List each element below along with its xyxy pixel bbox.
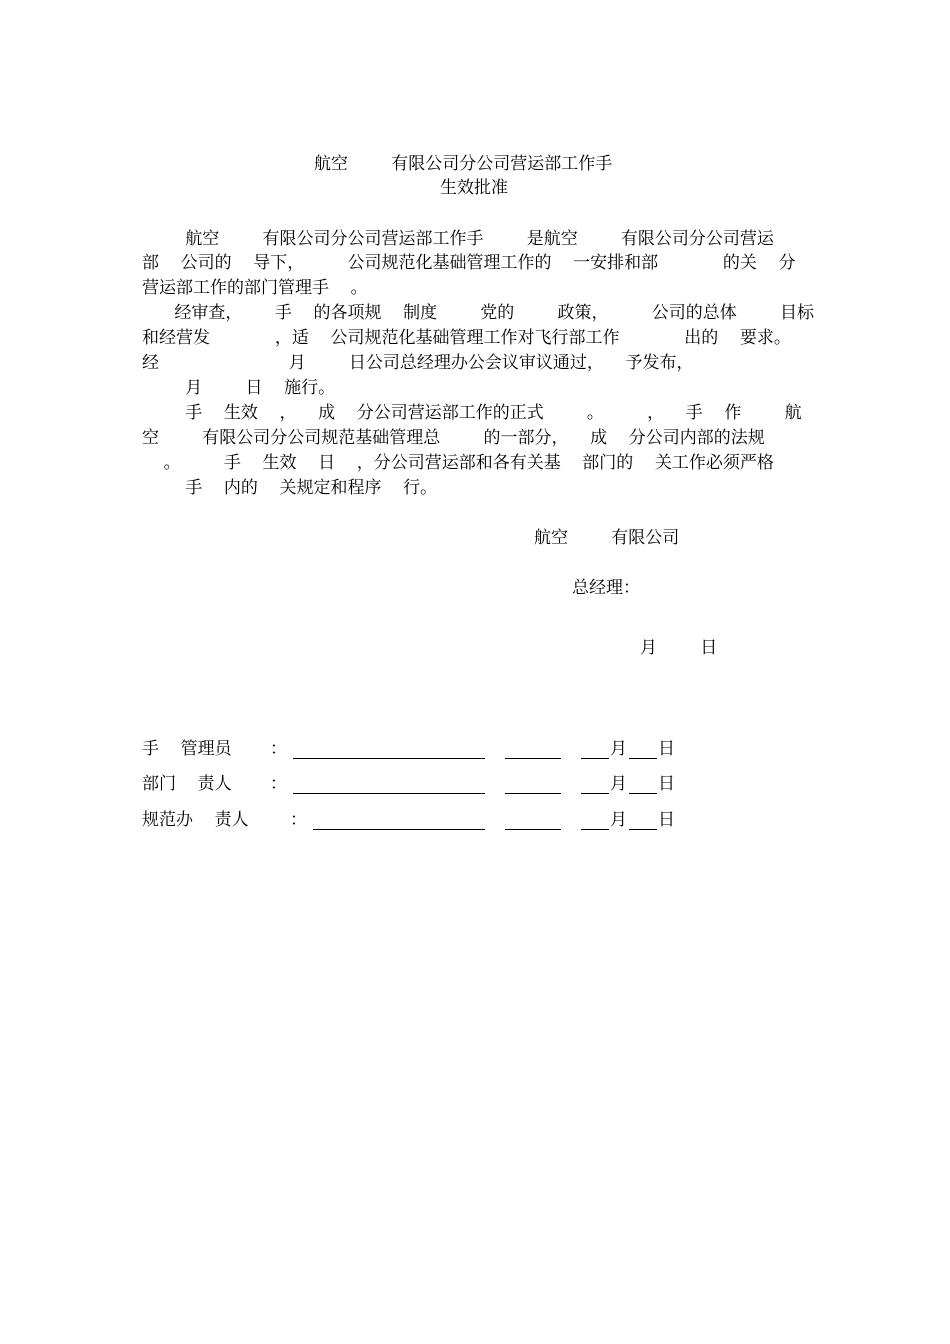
month-label: 月 <box>610 774 627 794</box>
body-line: 航空 有限公司分公司营运部工作手 是航空 有限公司分公司营运 <box>142 229 774 249</box>
day-blank[interactable] <box>629 793 657 794</box>
signature-manager: 总经理： <box>572 578 640 598</box>
day-label: 日 <box>658 774 675 794</box>
day-label: 日 <box>658 810 675 830</box>
year-blank[interactable] <box>505 793 561 794</box>
signature-blank[interactable] <box>313 829 485 830</box>
year-blank[interactable] <box>505 758 561 759</box>
body-line: 手 生效 ， 成 分公司营运部工作的正式 。 ， 手 作 航 <box>142 403 802 423</box>
body-line: 营运部工作的部门管理手 。 <box>142 278 368 298</box>
month-label: 月 <box>610 810 627 830</box>
signoff-label: 部门 责人 <box>142 774 232 794</box>
signoff-label: 规范办 责人 <box>142 810 249 830</box>
month-blank[interactable] <box>581 829 609 830</box>
day-blank[interactable] <box>629 829 657 830</box>
body-line: 经审查， 手 的各项规 制度 党的 政策， 公司的总体 目标 <box>142 303 814 323</box>
signoff-colon: ： <box>270 739 287 759</box>
signoff-label: 手 管理员 <box>142 739 232 759</box>
body-line: 手 内的 关规定和程序 行。 <box>142 478 438 498</box>
body-line: 月 日 施行。 <box>142 378 336 398</box>
signature-company: 航空 有限公司 <box>534 528 680 548</box>
month-blank[interactable] <box>581 793 609 794</box>
signature-blank[interactable] <box>293 793 485 794</box>
signature-date: 月 日 <box>640 638 718 658</box>
signature-blank[interactable] <box>293 758 485 759</box>
signoff-colon: ： <box>270 774 287 794</box>
day-blank[interactable] <box>629 758 657 759</box>
signoff-colon: ： <box>290 810 307 830</box>
body-line: 部 公司的 导下， 公司规范化基础管理工作的 一安排和部 的关 分 <box>142 253 796 273</box>
day-label: 日 <box>658 739 675 759</box>
year-blank[interactable] <box>505 829 561 830</box>
month-label: 月 <box>610 739 627 759</box>
document-title: 航空 有限公司分公司营运部工作手 <box>314 154 613 174</box>
month-blank[interactable] <box>581 758 609 759</box>
body-line: 经 月 日公司总经理办公会议审议通过， 予发布， <box>142 353 694 373</box>
body-line: 和经营发 ，适 公司规范化基础管理工作对飞行部工作 出的 要求。 <box>142 328 791 348</box>
body-line: 空 有限公司分公司规范基础管理总 的一部分， 成 分公司内部的法规 <box>142 428 765 448</box>
document-subtitle: 生效批准 <box>440 178 508 198</box>
body-line: 。 手 生效 日 ，分公司营运部和各有关基 部门的 关工作必须严格 <box>142 453 774 473</box>
